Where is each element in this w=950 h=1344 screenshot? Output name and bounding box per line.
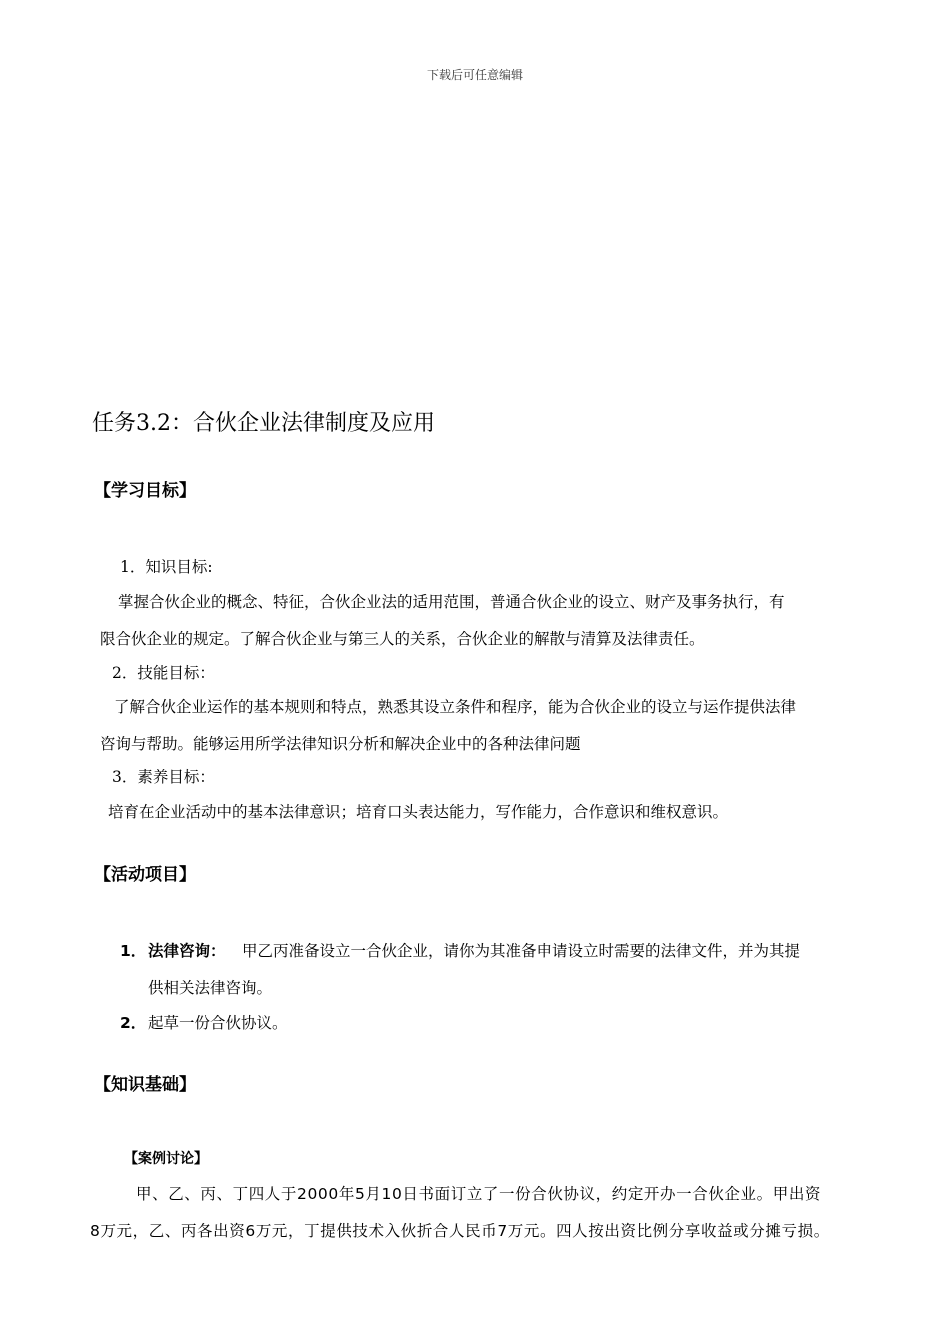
goal-literacy-label: 3．素养目标： — [112, 768, 215, 786]
page-header: 下载后可任意编辑 — [426, 68, 523, 82]
section-heading-learning-goals: 【学习目标】 — [94, 481, 196, 501]
activity-1-text: 甲乙丙准备设立一合伙企业，请你为其准备申请设立时需要的法律文件，并为其提 — [242, 942, 801, 960]
goal-knowledge-text-line2: 限合伙企业的规定。了解合伙企业与第三人的关系，合伙企业的解散与清算及法律责任。 — [100, 630, 705, 648]
section-heading-knowledge: 【知识基础】 — [94, 1075, 196, 1095]
case-discussion-title: 【案例讨论】 — [124, 1151, 208, 1167]
goal-knowledge-text-line1: 掌握合伙企业的概念、特征，合伙企业法的适用范围，普通合伙企业的设立、财产及事务执行，有 — [118, 593, 785, 611]
activity-1-label: 法律咨询： — [148, 942, 226, 960]
activity-2-number: 2． — [120, 1014, 147, 1032]
section-heading-activities: 【活动项目】 — [94, 865, 196, 885]
goal-knowledge-label: 1．知识目标: — [120, 558, 213, 576]
goal-skill-text-line1: 了解合伙企业运作的基本规则和特点，熟悉其设立条件和程序，能为合伙企业的设立与运作提供法律 — [114, 698, 797, 716]
activity-1-number: 1． — [120, 942, 147, 960]
goal-skill-text-line2: 咨询与帮助。能够运用所学法律知识分析和解决企业中的各种法律问题 — [100, 735, 581, 753]
case-text-line1: 甲、乙、丙、丁四人于2000年5月10日书面订立了一份合伙协议，约定开办一合伙企业。甲出资 — [136, 1185, 822, 1203]
activity-2-text: 起草一份合伙协议。 — [148, 1014, 288, 1032]
goal-literacy-text: 培育在企业活动中的基本法律意识；培育口头表达能力，写作能力，合作意识和维权意识。 — [108, 803, 729, 821]
goal-skill-label: 2．技能目标： — [112, 664, 215, 682]
activity-1-text-line2: 供相关法律咨询。 — [148, 979, 273, 997]
case-text-line2: 8万元，乙、丙各出资6万元，丁提供技术入伙折合人民币7万元。四人按出资比例分享收益或分摊亏损。 — [90, 1222, 830, 1240]
page-title: 任务3.2：合伙企业法律制度及应用 — [92, 411, 435, 436]
